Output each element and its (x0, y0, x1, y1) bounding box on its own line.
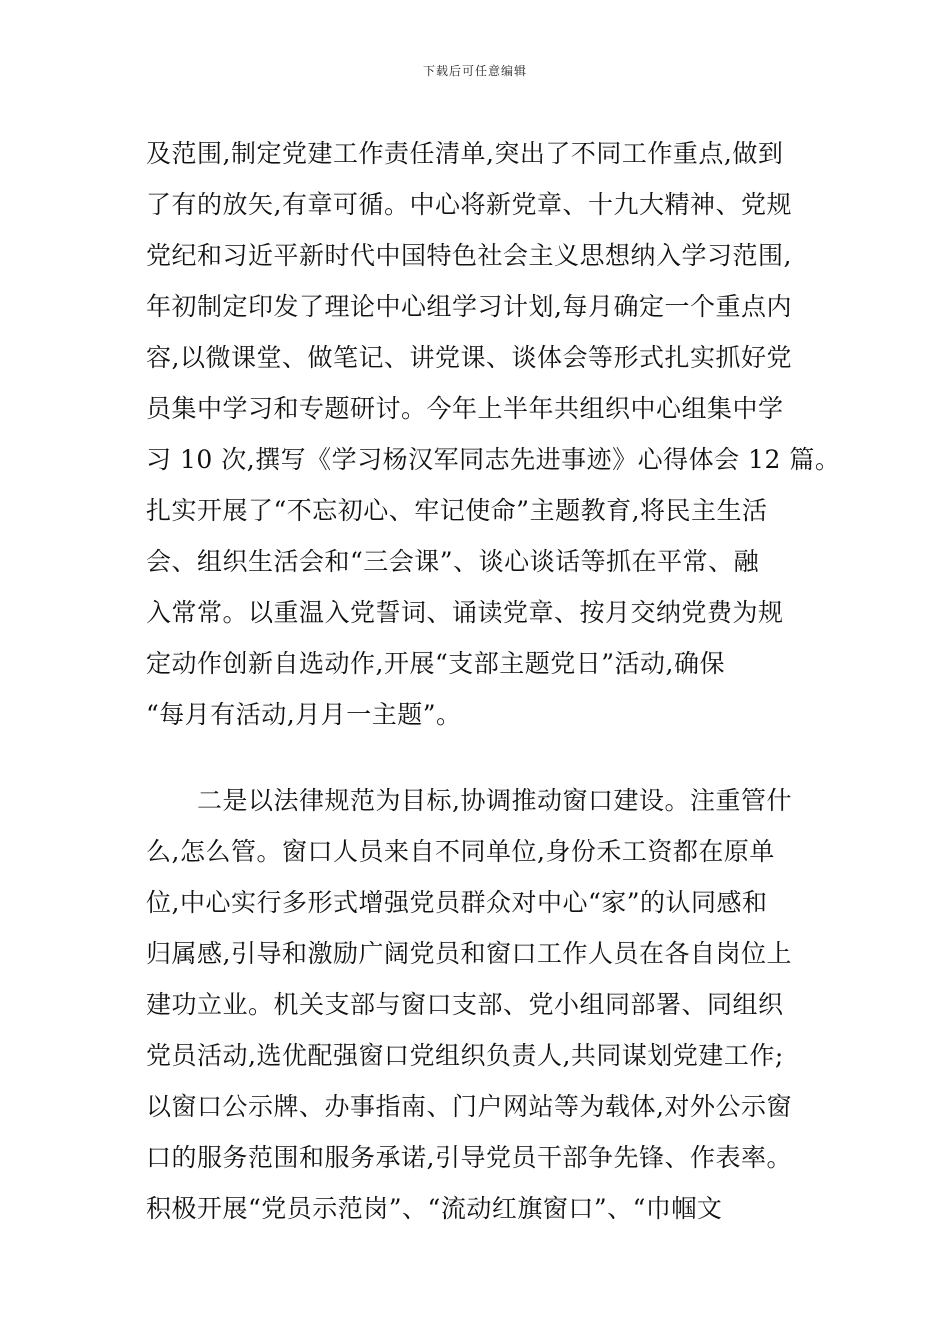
text-line: 归属感,引导和激励广阔党员和窗口工作人员在各自岗位上 (146, 939, 792, 968)
paragraph-2 (146, 775, 811, 1234)
text-line: 党纪和习近平新时代中国特色社会主义思想纳入学习范围, (146, 241, 792, 270)
text-line: 积极开展“党员示范岗”、“流动红旗窗口”、“巾帼文 (146, 1194, 723, 1223)
text-line: 位,中心实行多形式增强党员群众对中心“家”的认同感和 (146, 888, 768, 917)
text-line: 习 10 次,撰写《学习杨汉军同志先进事迹》心得体会 12 篇。 (146, 445, 841, 474)
text-line: 会、组织生活会和“三会课”、谈心谈话等抓在平常、融 (146, 547, 760, 576)
text-line: 年初制定印发了理论中心组学习计划,每月确定一个重点内 (146, 292, 792, 321)
text-line: 以窗口公示牌、办事指南、门户网站等为载体,对外公示窗 (146, 1092, 792, 1121)
text-line: 容,以微课堂、做笔记、讲党课、谈体会等形式扎实抓好党 (146, 343, 792, 372)
text-line: 入常常。以重温入党誓词、诵读党章、按月交纳党费为规 (146, 598, 784, 627)
text-line: 扎实开展了“不忘初心、牢记使命”主题教育,将民主生活 (146, 496, 768, 525)
text-line: 定动作创新自选动作,开展“支部主题党日”活动,确保 (146, 649, 725, 678)
text-line: 党员活动,选优配强窗口党组织负责人,共同谋划党建工作; (146, 1041, 784, 1070)
text-line: 建功立业。机关支部与窗口支部、党小组同部署、同组织 (146, 990, 784, 1019)
text-line: 二是以法律规范为目标,协调推动窗口建设。注重管什 (146, 786, 792, 815)
page-header: 下载后可任意编辑 (422, 64, 527, 78)
text-line: 口的服务范围和服务承诺,引导党员干部争先锋、作表率。 (146, 1143, 792, 1172)
text-line: “每月有活动,月月一主题”。 (146, 700, 462, 729)
text-line: 么,怎么管。窗口人员来自不同单位,身份禾工资都在原单 (146, 837, 775, 866)
text-line: 员集中学习和专题研讨。今年上半年共组织中心组集中学 (146, 394, 784, 423)
paragraph-1 (146, 128, 841, 740)
text-line: 了有的放矢,有章可循。中心将新党章、十九大精神、党规 (146, 190, 792, 219)
text-line: 及范围,制定党建工作责任清单,突出了不同工作重点,做到 (146, 139, 784, 168)
